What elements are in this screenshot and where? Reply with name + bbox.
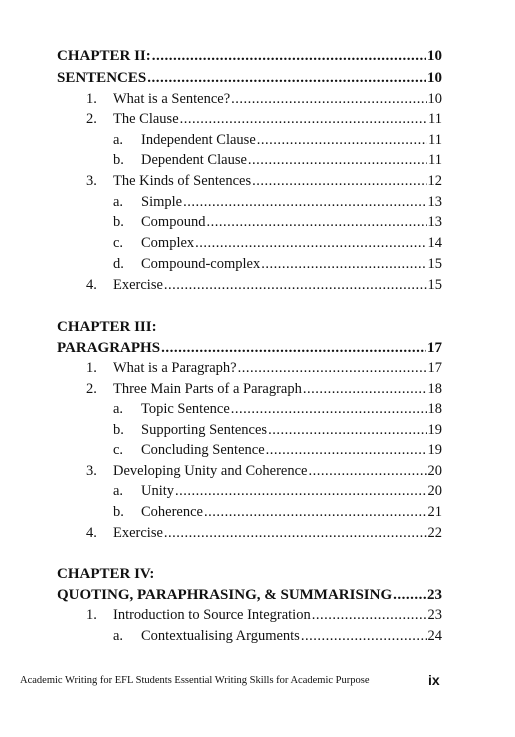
toc-entry-page: 10 xyxy=(427,91,442,107)
toc-entry-page: 18 xyxy=(427,381,442,397)
toc-entry-title: Three Main Parts of a Paragraph xyxy=(113,381,302,397)
toc-entry[interactable] xyxy=(57,69,442,87)
toc-entry-title: The Clause xyxy=(113,111,179,127)
toc-leader-dots xyxy=(301,627,427,645)
toc-leader-dots xyxy=(257,131,427,149)
toc-leader-dots xyxy=(266,441,427,459)
toc-leader-dots xyxy=(312,606,427,624)
toc-entry-number: a. xyxy=(113,483,124,499)
toc-entry-number: 4. xyxy=(86,277,97,293)
toc-entry-page: 17 xyxy=(427,340,442,356)
toc-entry[interactable] xyxy=(113,234,442,252)
toc-entry-number: 1. xyxy=(86,607,97,623)
toc-entry[interactable] xyxy=(57,47,442,65)
toc-entry[interactable] xyxy=(113,627,442,645)
toc-entry[interactable] xyxy=(113,213,442,231)
toc-leader-dots xyxy=(248,151,427,169)
toc-entry-page: 15 xyxy=(427,277,442,293)
toc-leader-dots xyxy=(175,482,426,500)
toc-leader-dots xyxy=(164,524,427,542)
toc-entry-title: What is a Paragraph? xyxy=(113,360,237,376)
toc-leader-dots xyxy=(204,503,427,521)
toc-entry-title: Contextualising Arguments xyxy=(141,628,300,644)
toc-entry-title: Unity xyxy=(141,483,175,499)
running-footer: Academic Writing for EFL Students Essential Writing Skills for Academic Purpose xyxy=(20,675,370,686)
toc-entry[interactable] xyxy=(86,90,442,108)
toc-leader-dots xyxy=(268,421,426,439)
toc-entry-title: SENTENCES xyxy=(57,70,147,86)
toc-entry-number: b. xyxy=(113,214,124,230)
toc-entry[interactable] xyxy=(113,421,442,439)
toc-entry[interactable] xyxy=(113,151,442,169)
toc-entry-title: Exercise xyxy=(113,277,163,293)
toc-entry-number: a. xyxy=(113,132,124,148)
toc-entry-page: 18 xyxy=(427,401,442,417)
toc-entry-number: c. xyxy=(113,235,124,251)
toc-entry-page: 23 xyxy=(427,587,442,603)
toc-entry-number: 3. xyxy=(86,463,97,479)
toc-entry-page: 17 xyxy=(427,360,442,376)
toc-entry[interactable] xyxy=(113,400,442,418)
toc-leader-dots xyxy=(308,462,426,480)
toc-entry[interactable] xyxy=(113,131,442,149)
toc-entry-title: Simple xyxy=(141,194,183,210)
toc-leader-dots xyxy=(161,339,426,357)
toc-leader-dots xyxy=(252,172,426,190)
toc-entry-number: 1. xyxy=(86,360,97,376)
toc-entry-title: What is a Sentence? xyxy=(113,91,231,107)
toc-entry-title: Independent Clause xyxy=(141,132,256,148)
toc-entry-number: d. xyxy=(113,256,124,272)
toc-entry-title: CHAPTER IV: xyxy=(57,566,155,582)
toc-entry-number: a. xyxy=(113,194,124,210)
toc-entry-page: 23 xyxy=(427,607,442,623)
toc-entry[interactable] xyxy=(86,606,442,624)
toc-leader-dots xyxy=(231,400,427,418)
toc-entry[interactable] xyxy=(86,462,442,480)
toc-entry-title: Developing Unity and Coherence xyxy=(113,463,308,479)
toc-leader-dots xyxy=(152,47,426,65)
toc-entry-number: 2. xyxy=(86,111,97,127)
toc-entry-page: 21 xyxy=(427,504,442,520)
toc-entry-page: 11 xyxy=(428,111,442,127)
toc-entry[interactable] xyxy=(86,524,442,542)
toc-entry-title: Compound xyxy=(141,214,206,230)
toc-entry[interactable] xyxy=(113,441,442,459)
toc-entry-title: CHAPTER III: xyxy=(57,319,157,335)
toc-entry-title: Concluding Sentence xyxy=(141,442,265,458)
toc-entry-page: 20 xyxy=(427,463,442,479)
toc-entry[interactable] xyxy=(86,380,442,398)
toc-entry-title: Topic Sentence xyxy=(141,401,230,417)
toc-leader-dots xyxy=(261,255,426,273)
toc-entry[interactable] xyxy=(57,318,442,336)
toc-leader-dots xyxy=(147,69,426,87)
toc-entry-number: 1. xyxy=(86,91,97,107)
toc-entry-title: Supporting Sentences xyxy=(141,422,268,438)
toc-entry-page: 11 xyxy=(428,132,442,148)
toc-entry-number: 2. xyxy=(86,381,97,397)
toc-entry[interactable] xyxy=(86,110,442,128)
toc-entry-page: 24 xyxy=(427,628,442,644)
toc-entry-page: 22 xyxy=(427,525,442,541)
toc-leader-dots xyxy=(180,110,427,128)
toc-entry-number: b. xyxy=(113,504,124,520)
toc-entry-number: a. xyxy=(113,401,124,417)
toc-entry-title: PARAGRAPHS xyxy=(57,340,161,356)
toc-entry-page: 13 xyxy=(427,194,442,210)
toc-entry-page: 10 xyxy=(427,48,442,64)
toc-entry-number: a. xyxy=(113,628,124,644)
toc-entry-number: 4. xyxy=(86,525,97,541)
toc-entry[interactable] xyxy=(113,255,442,273)
toc-entry[interactable] xyxy=(57,565,442,583)
toc-entry-title: QUOTING, PARAPHRASING, & SUMMARISING xyxy=(57,587,393,603)
toc-entry-page: 19 xyxy=(427,442,442,458)
toc-entry[interactable] xyxy=(86,359,442,377)
toc-entry-page: 19 xyxy=(427,422,442,438)
toc-entry[interactable] xyxy=(86,276,442,294)
toc-entry-title: Exercise xyxy=(113,525,163,541)
toc-entry-number: b. xyxy=(113,422,124,438)
toc-entry-number: b. xyxy=(113,152,124,168)
toc-leader-dots xyxy=(231,90,426,108)
toc-entry-title: CHAPTER II: xyxy=(57,48,151,64)
toc-entry[interactable] xyxy=(57,586,442,604)
toc-leader-dots xyxy=(393,586,426,604)
toc-entry-page: 10 xyxy=(427,70,442,86)
toc-entry[interactable] xyxy=(86,172,442,190)
toc-entry-page: 14 xyxy=(427,235,442,251)
toc-entry-page: 12 xyxy=(427,173,442,189)
toc-entry-title: Complex xyxy=(141,235,195,251)
toc-entry-page: 13 xyxy=(427,214,442,230)
toc-entry-page: 11 xyxy=(428,152,442,168)
toc-leader-dots xyxy=(183,193,426,211)
toc-entry[interactable] xyxy=(113,503,442,521)
toc-leader-dots xyxy=(303,380,427,398)
toc-entry-number: c. xyxy=(113,442,124,458)
toc-leader-dots xyxy=(206,213,426,231)
toc-entry[interactable] xyxy=(113,193,442,211)
toc-entry-title: Compound-complex xyxy=(141,256,261,272)
toc-entry-title: Dependent Clause xyxy=(141,152,247,168)
toc-entry-number: 3. xyxy=(86,173,97,189)
toc-entry[interactable] xyxy=(113,482,442,500)
toc-entry-title: Coherence xyxy=(141,504,203,520)
toc-entry-title: The Kinds of Sentences xyxy=(113,173,252,189)
toc-entry-title: Introduction to Source Integration xyxy=(113,607,311,623)
toc-leader-dots xyxy=(195,234,426,252)
page-number: ix xyxy=(428,672,440,688)
toc-entry-page: 15 xyxy=(427,256,442,272)
toc-leader-dots xyxy=(238,359,427,377)
toc-leader-dots xyxy=(164,276,427,294)
toc-entry[interactable] xyxy=(57,339,442,357)
toc-entry-page: 20 xyxy=(427,483,442,499)
